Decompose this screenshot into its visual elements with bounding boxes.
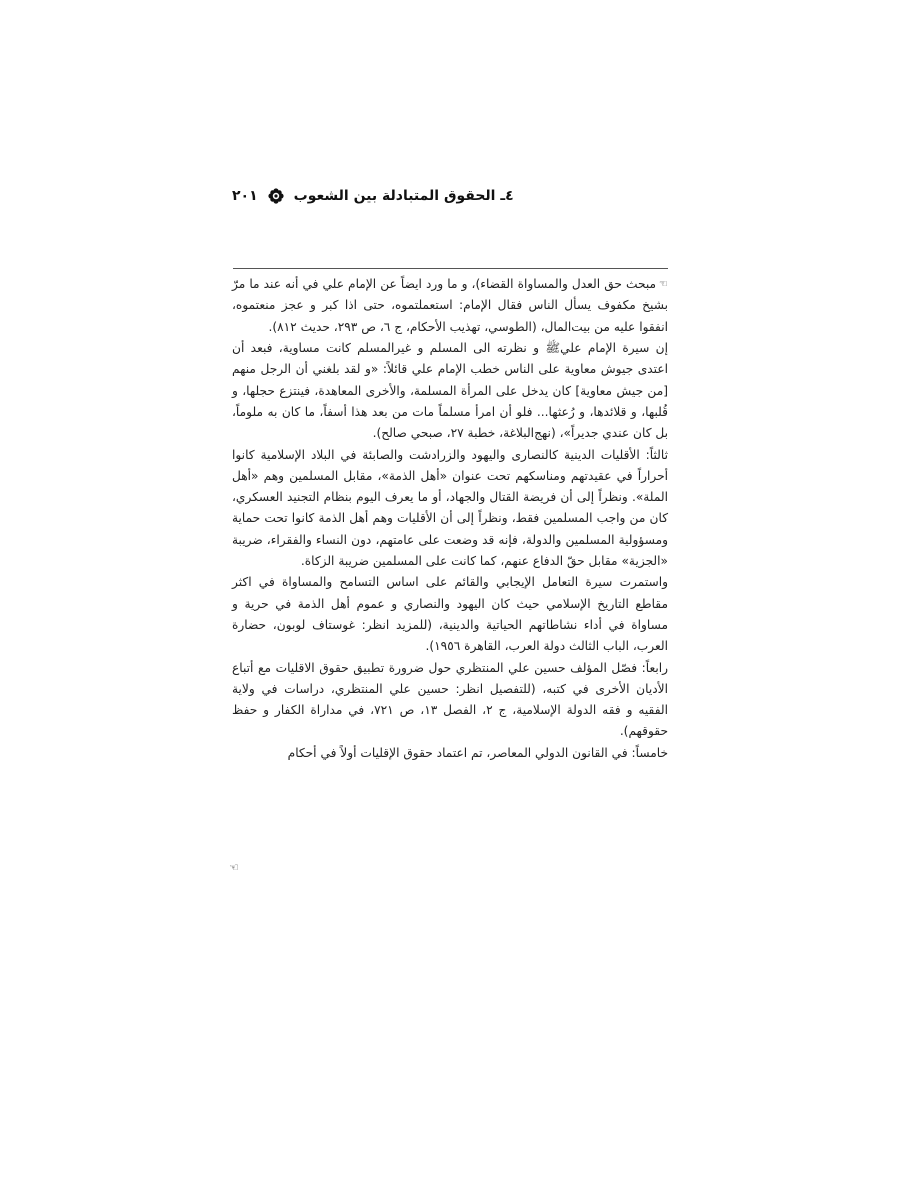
- paragraph-text: مبحث حق العدل والمساواة القضاء)، و ما ورد ايضاً عن الإمام علي في أنه عند ما مرّ بشيخ مكفوف يسأل الناس فقال الإمام: استعملتموه، حتى اذا كبر و عجز منعتموه، انفقوا عليه من بيت‌المال، (الطوسي، تهذيب الأحكام، ج ٦، ص ٢٩٣، حديث ٨١٢).: [232, 277, 668, 334]
- continuation-hand-icon: ☜: [659, 279, 668, 290]
- footnote-separator: [233, 268, 668, 269]
- footnote-paragraph-4: واستمرت سيرة التعامل الإيجابي والقائم على اساس التسامح والمساواة في اكثر مقاطع التاريخ الإسلامي حيث كان اليهود والنصاري و عموم أهل الذمة في حرية و مساواة في أداء نشاطاتهم الحياتية والدينية، (للمزيد انظر: غوستاف لوبون، حضارة العرب، الباب الثالث دولة العرب، القاهرة ١٩٥٦).: [232, 575, 668, 654]
- footnote-paragraph-3: ثالثاً: الأقليات الدينية كالنصارى واليهود والزرادشت والصابئة في البلاد الإسلامية كانوا أحراراً في عقيدتهم ومناسكهم تحت عنوان «أهل الذمة»، مقابل المسلمين وهم «أهل الملة». ونظراً إلى أن فريضة القتال والجهاد، أو ما يعرف اليوم بنظام التجنيد العسكري، كان من واجب المسلمين فقط، ونظراً إلى أن الأقليات وهم أهل الذمة كانوا تحت حماية ومسؤولية المسلمين والدولة، فإنه قد وضعت على عامتهم، دون النساء والفقراء، ضريبة «الجزية» مقابل حقّ الدفاع عنهم، كما كانت على المسلمين ضريبة الزكاة.: [232, 447, 668, 569]
- running-header: [232, 181, 668, 211]
- footnote-paragraph-6: خامساً: في القانون الدولي المعاصر، تم اعتماد حقوق الإقليات أولاً في أحكام: [287, 745, 668, 760]
- footnote-paragraph-5: رابعاً: فصّل المؤلف حسين علي المنتظري حول ضرورة تطبيق حقوق الاقليات مع أتباع الأديان الأخرى في كتبه، (للتفصيل انظر: حسين علي المنتظري، دراسات في ولاية الفقيه و فقه الدولة الإسلامية، ج ٢، الفصل ١٣، ص ٧٢١، في مداراة الكفار و حفظ حقوقهم).: [232, 660, 668, 739]
- footnote-paragraph-2: إن سيرة الإمام عليﷺ و نظرته الى المسلم و غيرالمسلم كانت مساوية، فبعد أن اعتدى جيوش معاوية على الناس خطب الإمام علي قائلاً: «و لقد بلغني أن الرجل منهم [من جيش معاوية] كان يدخل على المرأة المسلمة، والأخرى المعاهدة، فينتزع حجلها، و قُلبها، و قلائدها، و رُعثها... فلو أن امرأ مسلماً مات من بعد هذا أسفاً، ما كان به ملوماً، بل كان عندي جديراً»، (نهج‌البلاغة، خطبة ٢٧، صبحي صالح).: [232, 341, 668, 441]
- header-title: ٤ـ الحقوق المتبادلة بين الشعوب: [293, 188, 514, 204]
- page-number: ٢٠١: [232, 188, 258, 204]
- footnote-paragraph-1: [232, 274, 668, 338]
- flower-ornament-icon: [268, 188, 284, 204]
- footnote-text: [232, 274, 668, 764]
- continuation-end-hand-icon: ☜: [229, 861, 239, 874]
